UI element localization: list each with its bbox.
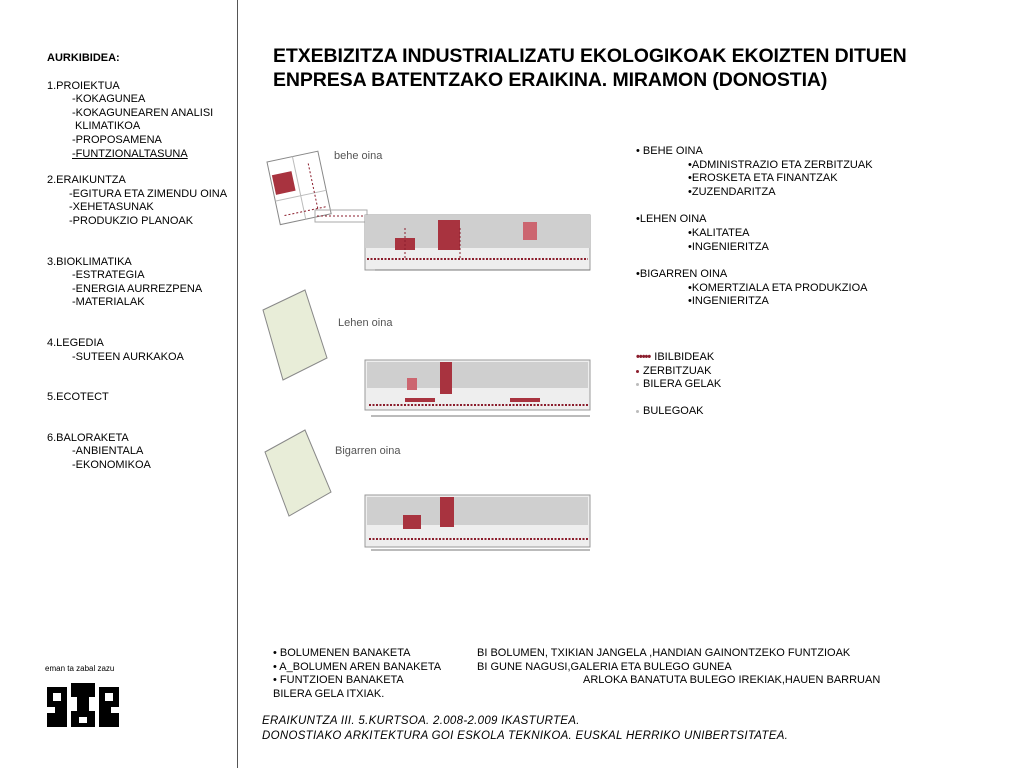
legend-floor-title: •LEHEN OINA [636,213,707,226]
logo-motto: eman ta zabal zazu [45,664,115,673]
legend-floor-bigarren [636,268,936,309]
index-link-eraikuntza[interactable]: 2.ERAIKUNTZA [47,174,126,187]
university-logo [45,664,125,738]
legend-key-zerbitzuak [636,365,936,379]
index-link-ecotect[interactable]: 5.ECOTECT [47,391,109,404]
index-link-klimatikoa[interactable]: KLIMATIKOA [75,120,141,133]
index-link-proiektua[interactable]: 1.PROIEKTUA [47,79,120,92]
floor-label-lehen: Lehen oina [338,317,393,329]
index-heading: AURKIBIDEA: [47,52,120,64]
legend-key-label: BULEGOAK [643,404,704,417]
index-link-bioklimatika[interactable]: 3.BIOKLIMATIKA [47,255,132,268]
index-link-materialak[interactable]: -MATERIALAK [72,296,145,309]
index-section-ecotect [47,391,237,405]
index-link-estrategia[interactable]: -ESTRATEGIA [72,269,145,282]
note-continuation: BILERA GELA ITXIAK. [273,687,385,700]
index-section-eraikuntza [47,174,237,228]
legend-key-label: IBILBIDEAK [654,350,715,363]
distribution-notes [273,647,913,701]
title-line-1: ETXEBIZITZA INDUSTRIALIZATU EKOLOGIKOAK EKOIZTEN DITUEN [273,45,907,67]
index-section-legedia [47,337,237,364]
index-link-anbientala[interactable]: -ANBIENTALA [72,445,144,458]
note-row [273,661,913,675]
legend-item: •INGENIERITZA [688,295,769,308]
legend-item: •KOMERTZIALA ETA PRODUKZIOA [688,281,868,294]
legend-floor-title: • BEHE OINA [636,145,703,157]
legend-item: •KALITATEA [688,226,750,239]
index-link-xehetasunak[interactable]: -XEHETASUNAK [69,201,154,214]
note-key: • FUNTZIOEN BANAKETA [273,674,404,687]
legend-floor-lehen [636,213,936,254]
legend-key-bulegoak [636,405,936,419]
footer-line-2: DONOSTIAKO ARKITEKTURA GOI ESKOLA TEKNIKOA. EUSKAL HERRIKO UNIBERTSITATEA. [262,730,789,742]
index-link-baloraketa[interactable]: 6.BALORAKETA [47,431,129,444]
index-section-proiektua [47,80,237,162]
first-floor-plan [263,290,590,416]
index-link-suteen-aurkakoa[interactable]: -SUTEEN AURKAKOA [72,350,184,363]
index-link-produkzio-planoak[interactable]: -PRODUKZIO PLANOAK [69,214,194,227]
second-floor-plan [265,430,590,550]
legend-item: •EROSKETA ETA FINANTZAK [688,172,838,185]
floor-plans [255,140,600,560]
index-link-energia-aurrezpena[interactable]: -ENERGIA AURREZPENA [72,282,203,295]
legend-key-bilera [636,378,936,392]
functions-legend [636,145,936,418]
note-key: • A_BOLUMEN AREN BANAKETA [273,660,442,673]
page-title [273,44,973,92]
note-key: • BOLUMENEN BANAKETA [273,647,411,659]
legend-item: •ZUZENDARITZA [688,185,776,198]
dotted-path-icon: ••••• [636,350,651,363]
gray-dot-icon [636,383,639,386]
footer-line-1: ERAIKUNTZA III. 5.KURTSOA. 2.008-2.009 IKASTURTEA. [262,715,580,727]
vertical-divider [237,0,238,768]
note-value: ARLOKA BANATUTA BULEGO IREKIAK,HAUEN BARRUAN [583,674,881,687]
floor-label-behe: behe oina [334,150,383,162]
legend-floor-title: •BIGARREN OINA [636,268,728,281]
title-line-2: ENPRESA BATENTZAKO ERAIKINA. MIRAMON (DONOSTIA) [273,69,828,91]
legend-floor-behe [636,145,936,199]
course-footer [262,714,788,744]
note-row [273,674,913,688]
index-section-balorake [47,432,237,473]
index-link-ekonomikoa[interactable]: -EKONOMIKOA [72,458,151,471]
legend-item: •ADMINISTRAZIO ETA ZERBITZUAK [688,158,873,171]
ehu-emblem-icon [45,681,121,733]
index-link-kokagunearen-analisi[interactable]: -KOKAGUNEAREN ANALISI [72,106,214,119]
note-value: BI GUNE NAGUSI,GALERIA ETA BULEGO GUNEA [477,660,732,673]
index-link-legedia[interactable]: 4.LEGEDIA [47,336,104,349]
gray-dot-icon [636,410,639,413]
plans-drawing [255,140,600,560]
note-value: BI BOLUMEN, TXIKIAN JANGELA ,HANDIAN GAINONTZEKO FUNTZIOAK [477,647,851,659]
legend-key-label: ZERBITZUAK [643,364,712,377]
index-link-funtzionaltasuna[interactable]: -FUNTZIONALTASUNA [72,147,188,160]
note-row [273,647,913,661]
index-link-kokagunea[interactable]: -KOKAGUNEA [72,93,146,106]
index-link-proposamena[interactable]: -PROPOSAMENA [72,133,162,146]
index-section-bioklimatika [47,256,237,310]
legend-key-label: BILERA GELAK [643,378,722,391]
ground-floor-plan [267,151,590,270]
floor-label-bigarren: Bigarren oina [335,445,401,457]
index-sidebar [47,52,237,485]
legend-key-ibilbideak [636,351,936,365]
index-link-egitura[interactable]: -EGITURA ETA ZIMENDU OINA [69,187,228,200]
red-dot-icon [636,370,639,373]
legend-item: •INGENIERITZA [688,240,769,253]
